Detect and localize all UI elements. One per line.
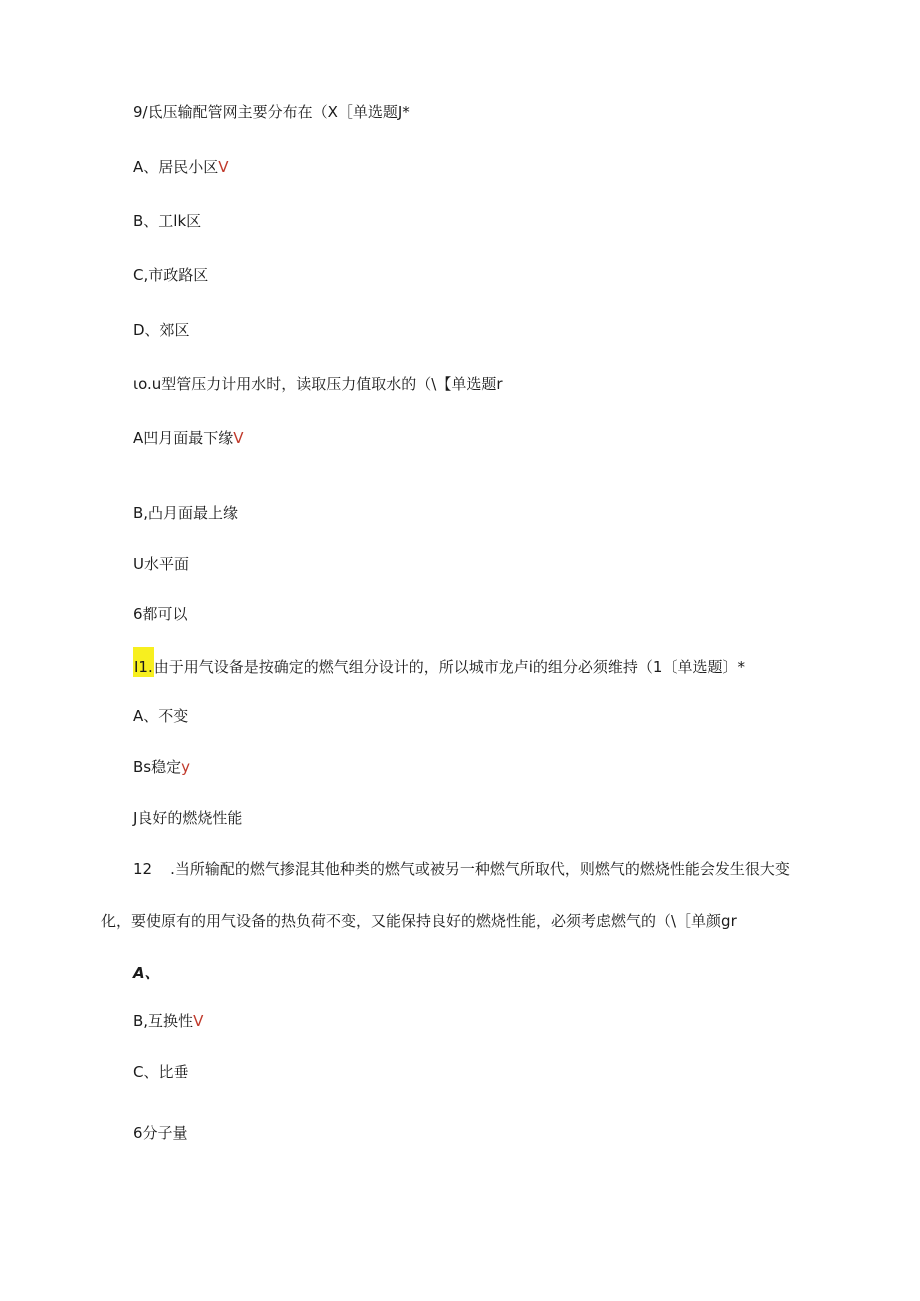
question-11-option-a[interactable]: A、不变 — [133, 707, 189, 725]
question-12-stem-line-2: 化，要使原有的用气设备的热负荷不变，又能保持良好的燃烧性能，必须考虑燃气的（\［单颜gr — [101, 912, 737, 930]
question-10-stem: ιo.u型管压力计用水时，读取压力值取水的（\【单选题r — [133, 375, 503, 393]
question-11-option-b[interactable]: Bs稳定y — [133, 758, 190, 776]
highlighted-question-number: I1. — [134, 658, 153, 676]
question-9-option-d[interactable]: D、郊区 — [133, 321, 190, 339]
answer-check-mark: y — [181, 758, 190, 776]
question-11-option-c[interactable]: J良好的燃烧性能 — [133, 809, 243, 827]
question-9-option-c[interactable]: C,市政路区 — [133, 266, 209, 284]
question-10-option-c[interactable]: U水平面 — [133, 555, 189, 573]
question-10-option-b[interactable]: B,凸月面最上缘 — [133, 504, 239, 522]
answer-check-mark: V — [233, 429, 244, 447]
question-12-option-a[interactable]: A、 — [133, 964, 160, 982]
question-12-option-d[interactable]: 6分子量 — [133, 1124, 188, 1142]
answer-check-mark: V — [193, 1012, 204, 1030]
question-10-option-a[interactable]: A凹月面最下缘V — [133, 429, 244, 447]
question-9-stem: 9/氐压输配管网主要分布在（X［单选题J* — [133, 103, 410, 121]
question-12-option-c[interactable]: C、比垂 — [133, 1063, 189, 1081]
question-11-stem: I1.由于用气设备是按确定的燃气组分设计的，所以城市龙卢i的组分必须维持（1〔单选题〕* — [134, 658, 745, 676]
question-12-option-b[interactable]: B,互换性V — [133, 1012, 204, 1030]
question-12-stem-line-1: 12 .当所输配的燃气掺混其他种类的燃气或被另一种燃气所取代，则燃气的燃烧性能会发生很大变 — [133, 860, 790, 878]
question-10-option-d[interactable]: 6都可以 — [133, 605, 188, 623]
question-9-option-a[interactable]: A、居民小区V — [133, 158, 229, 176]
answer-check-mark: V — [218, 158, 229, 176]
question-9-option-b[interactable]: B、工lk区 — [133, 212, 202, 230]
